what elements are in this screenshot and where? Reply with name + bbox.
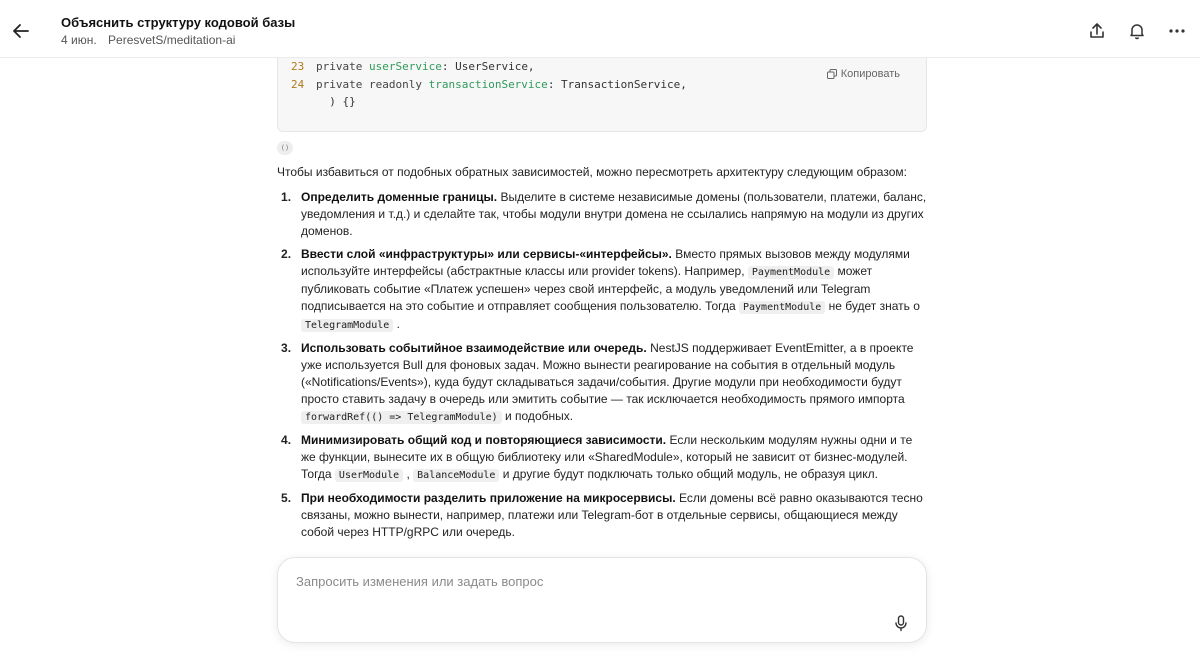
code-type: : TransactionService, [547,77,687,91]
page-title: Объяснить структуру кодовой базы [61,15,296,30]
step-text: не будет знать о [825,299,920,313]
step-text: и подобных. [501,409,574,423]
prompt-box [277,557,927,643]
share-upload-icon [1087,21,1107,41]
line-number: 23 [291,60,305,73]
top-bar [0,0,1200,58]
code-keyword [316,95,329,108]
inline-code: UserModule [335,469,403,482]
step-text: и другие будут подключать только общий модуль, не образуя цикл. [499,467,878,481]
notifications-button[interactable] [1126,20,1148,42]
repo-link[interactable]: PeresvetS/meditation-ai [108,33,236,47]
step-item [301,432,927,484]
step-title: При необходимости разделить приложение на микросервисы. [301,491,676,505]
step-text: , [403,467,414,481]
microphone-icon [892,614,910,632]
step-title: Ввести слой «инфраструктуры» или сервисы-«интерфейсы». [301,247,672,261]
code-type: : UserService, [441,60,535,73]
step-item [301,189,927,240]
steps-list [277,189,927,541]
back-button[interactable] [10,20,32,42]
code-lines [291,50,687,111]
step-text: Выделите в системе независимые домены (пользователи, платежи, баланс, уведомления и т.д.) и сделайте так, чтобы модули внутри домена не ссылались напрямую на модули из других доменов. [301,190,927,238]
code-type: ) {} [329,95,356,108]
citation-chip[interactable]: () [277,141,293,155]
code-line [291,58,687,76]
code-block [277,48,927,132]
step-item [301,490,927,541]
step-title: Минимизировать общий код и повторяющиеся зависимости. [301,433,667,447]
inline-code: BalanceModule [413,469,499,482]
task-meta [61,33,295,48]
more-horizontal-icon [1167,21,1187,41]
step-title: Определить доменные границы. [301,190,498,204]
copy-icon [827,69,837,79]
step-text: может публиковать событие «Платеж успешен» через свой интерфейс, а модуль уведомлений или Telegram подписывается на это событие и отправляет сообщения пользователю. Тогда [301,264,873,313]
task-title-block [61,15,295,48]
intro-paragraph: Чтобы избавиться от подобных обратных зависимостей, можно пересмотреть архитектуру следующим образом: [277,165,907,179]
inline-code: PaymentModule [739,301,825,314]
step-title: Использовать событийное взаимодействие или очередь. [301,341,647,355]
prompt-input[interactable] [296,574,876,598]
line-number: 24 [291,77,305,91]
step-item [301,246,927,334]
code-line [291,76,687,94]
step-text: Вместо прямых вызовов между модулями используйте интерфейсы (абстрактные классы или provider tokens). Например, [301,247,910,278]
more-options-button[interactable] [1166,20,1188,42]
inline-code: PaymentModule [748,266,834,279]
arrow-left-icon [10,20,32,42]
copy-code-button[interactable] [827,68,900,80]
header-actions [1086,20,1188,42]
copy-label: Копировать [840,68,900,80]
share-button[interactable] [1086,20,1108,42]
step-text: Если домены всё равно оказываются тесно связаны, можно вынести, например, платежи или Telegram-бот в отдельные сервисы, общающиеся между собой через HTTP/gRPC или очередь. [301,491,923,539]
inline-code: TelegramModule [301,319,393,332]
code-keyword: private [316,60,369,73]
step-text: Если нескольким модулям нужны одни и те же функции, вынесите их в общую библиотеку или «SharedModule», который не зависит от бизнес-модулей. Тогда [301,433,913,481]
code-line [291,93,687,111]
task-date: 4 июн. [61,33,97,47]
answer-content [277,48,927,547]
step-text: NestJS поддерживает EventEmitter, а в проекте уже используется Bull для фоновых задач. Можно вынести реагирование на события в отдельный модуль («Notifications/Events»), куда будут складываться задачи/события. Другие модули при необходимости будут просто ставить задачу в очередь или эмитить событие — так исключается необходимость прямого импорта [301,341,914,406]
step-item [301,340,927,426]
code-property: userService [368,60,442,73]
code-keyword: private readonly [316,77,429,91]
voice-input-button[interactable] [892,614,910,632]
inline-code: forwardRef(() => TelegramModule) [301,411,502,424]
bell-icon [1127,21,1147,41]
code-property: transactionService [428,77,548,91]
step-text: . [393,317,400,331]
